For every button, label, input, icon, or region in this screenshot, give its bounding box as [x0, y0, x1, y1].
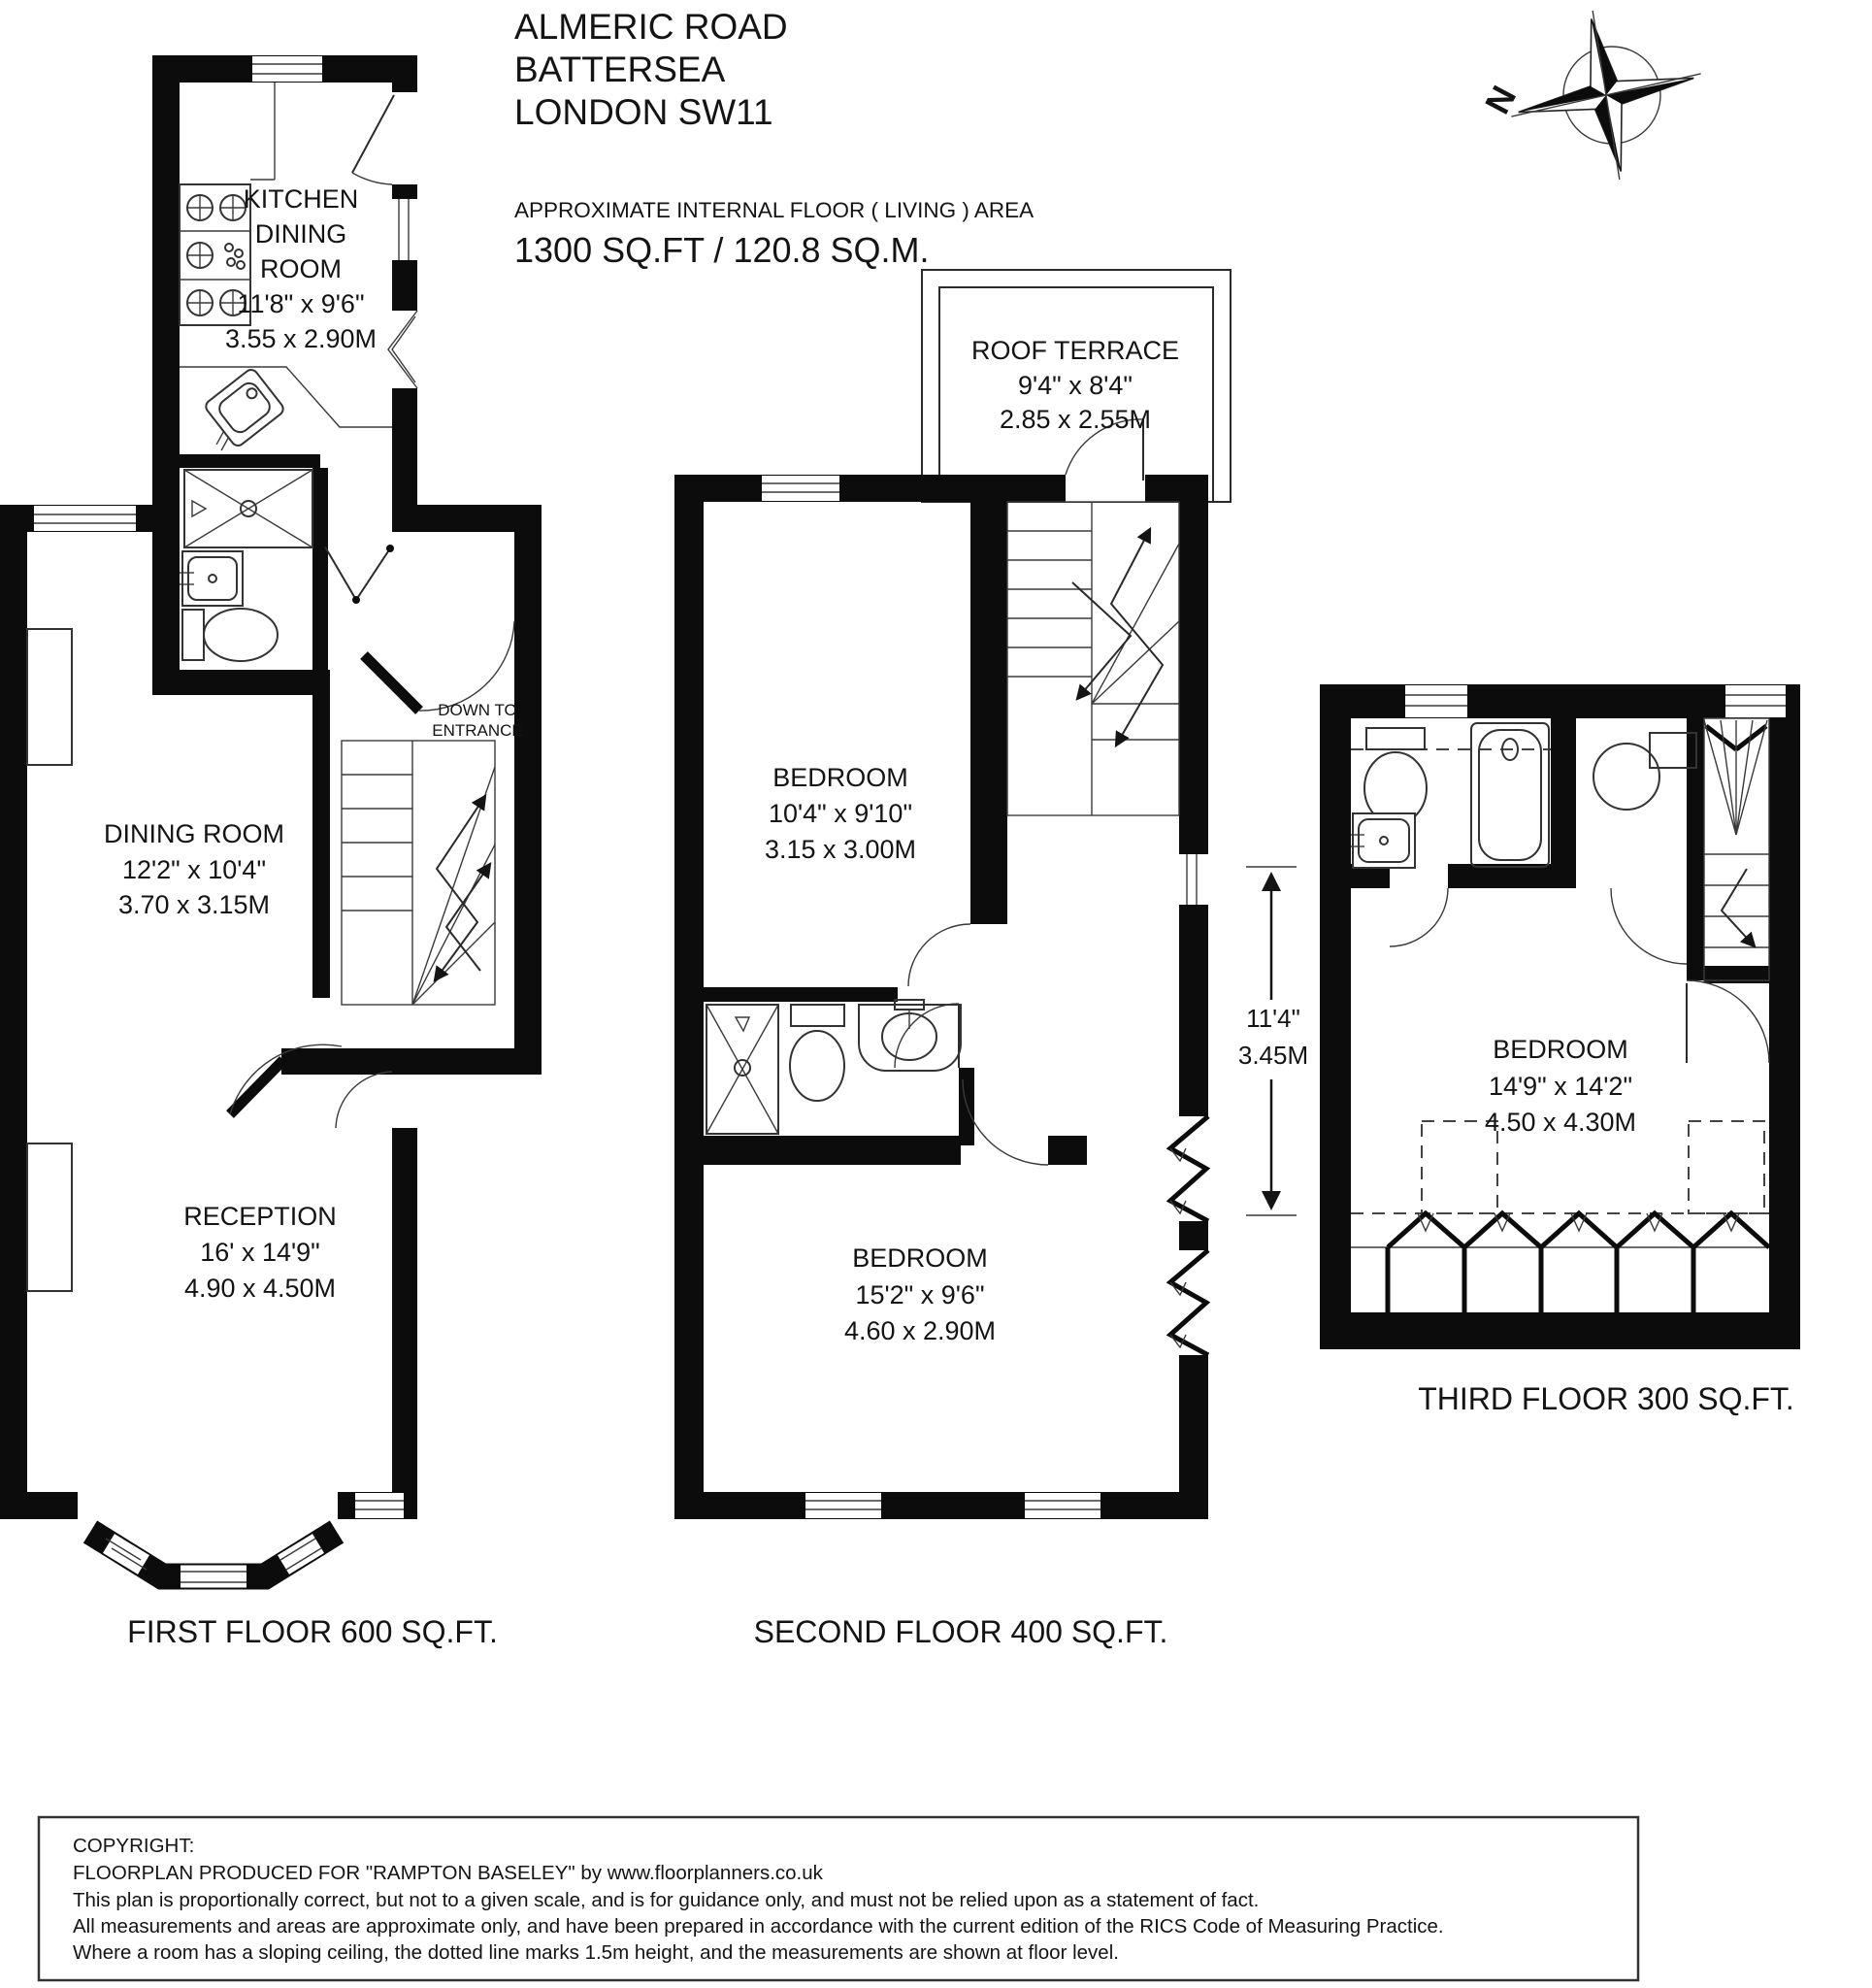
- first-floor-label: FIRST FLOOR 600 SQ.FT.: [127, 1614, 498, 1649]
- bedroom-front-name: BEDROOM: [772, 763, 908, 792]
- dimension-imperial: 11'4": [1246, 1004, 1300, 1033]
- stairs-second-floor: [1007, 502, 1179, 815]
- stair-note-line-1: DOWN TO: [438, 701, 517, 719]
- bedroom-back-name: BEDROOM: [852, 1243, 988, 1273]
- first-floor-plan: [0, 55, 542, 1649]
- third-bedroom-name: BEDROOM: [1493, 1035, 1628, 1064]
- area-value: 1300 SQ.FT / 120.8 SQ.M.: [514, 230, 930, 270]
- address-line-1: ALMERIC ROAD: [514, 7, 788, 47]
- kitchen-dims-metric: 3.55 x 2.90M: [224, 324, 378, 353]
- utility-closet: [1593, 733, 1696, 964]
- third-bedroom-metric: 4.50 x 4.30M: [1484, 1108, 1637, 1137]
- reception-imperial: 16' x 14'9": [200, 1238, 320, 1267]
- copyright-line-4: All measurements and areas are approximate only, and have been prepared in accordance with the current edition of the RICS Code of Measuring Practice.: [73, 1915, 1444, 1938]
- bedroom-front-metric: 3.15 x 3.00M: [764, 835, 917, 864]
- dining-room-metric: 3.70 x 3.15M: [117, 890, 271, 919]
- copyright-line-5: Where a room has a sloping ceiling, the dotted line marks 1.5m height, and the measurements are shown at floor level.: [73, 1941, 1119, 1964]
- second-floor-label: SECOND FLOOR 400 SQ.FT.: [753, 1614, 1168, 1649]
- second-floor-walls: [674, 475, 1208, 1519]
- stair-note-line-2: ENTRANCE: [432, 721, 523, 740]
- address-line-2: BATTERSEA: [514, 50, 726, 89]
- third-floor-plan: [1320, 684, 1800, 1416]
- bedroom-back-metric: 4.60 x 2.90M: [843, 1316, 997, 1345]
- chimney-pier: [27, 1143, 72, 1291]
- copyright-box: [39, 1817, 1638, 1980]
- first-floor-doors: [230, 95, 514, 1128]
- stairs-third-floor: [1704, 718, 1769, 980]
- compass-icon: [1477, 0, 1718, 197]
- height-dimension: [1238, 867, 1308, 1215]
- copyright-line-2: FLOORPLAN PRODUCED FOR "RAMPTON BASELEY" by www.floorplanners.co.uk: [73, 1862, 823, 1884]
- reception-metric: 4.90 x 4.50M: [183, 1274, 337, 1303]
- dimension-metric: 3.45M: [1237, 1041, 1309, 1070]
- dining-room-name: DINING ROOM: [104, 819, 284, 848]
- header: [514, 7, 1034, 270]
- roof-terrace-metric: 2.85 x 2.55M: [999, 405, 1152, 434]
- reception-name: RECEPTION: [183, 1202, 337, 1231]
- third-bedroom-imperial: 14'9" x 14'2": [1488, 1072, 1633, 1101]
- stairs-first-floor: [342, 741, 495, 1005]
- roof-terrace-name: ROOF TERRACE: [970, 336, 1180, 365]
- area-label: APPROXIMATE INTERNAL FLOOR ( LIVING ) AREA: [514, 198, 1035, 222]
- bay-window: [90, 1532, 337, 1582]
- kitchen-name-3: ROOM: [260, 254, 342, 283]
- address-line-3: LONDON SW11: [514, 92, 773, 132]
- copyright-line-1: COPYRIGHT:: [73, 1835, 195, 1857]
- kitchen-sink: [193, 367, 286, 456]
- dormer-windows: [1351, 1213, 1769, 1312]
- roof-terrace-imperial: 9'4" x 8'4": [1017, 371, 1133, 400]
- kitchen-name-1: KITCHEN: [243, 184, 359, 214]
- second-floor-plan: [674, 270, 1231, 1649]
- kitchen-name-2: DINING: [254, 219, 347, 248]
- kitchen-dims-imperial: 11'8" x 9'6": [237, 289, 365, 318]
- bedroom-back-imperial: 15'2" x 9'6": [855, 1280, 985, 1309]
- copyright-line-3: This plan is proportionally correct, but not to a given scale, and is for guidance only, and must not be relied upon as a statement of fact.: [73, 1889, 1260, 1911]
- shower-room-fixtures: [180, 470, 312, 661]
- bedroom-front-imperial: 10'4" x 9'10": [768, 799, 913, 828]
- third-floor-label: THIRD FLOOR 300 SQ.FT.: [1418, 1381, 1794, 1416]
- second-floor-bathroom-fixtures: [706, 1000, 961, 1134]
- compass-north-label: N: [1476, 79, 1525, 120]
- dining-room-imperial: 12'2" x 10'4": [121, 855, 267, 884]
- third-floor-bathroom-fixtures: [1351, 723, 1551, 868]
- chimney-pier: [27, 629, 72, 765]
